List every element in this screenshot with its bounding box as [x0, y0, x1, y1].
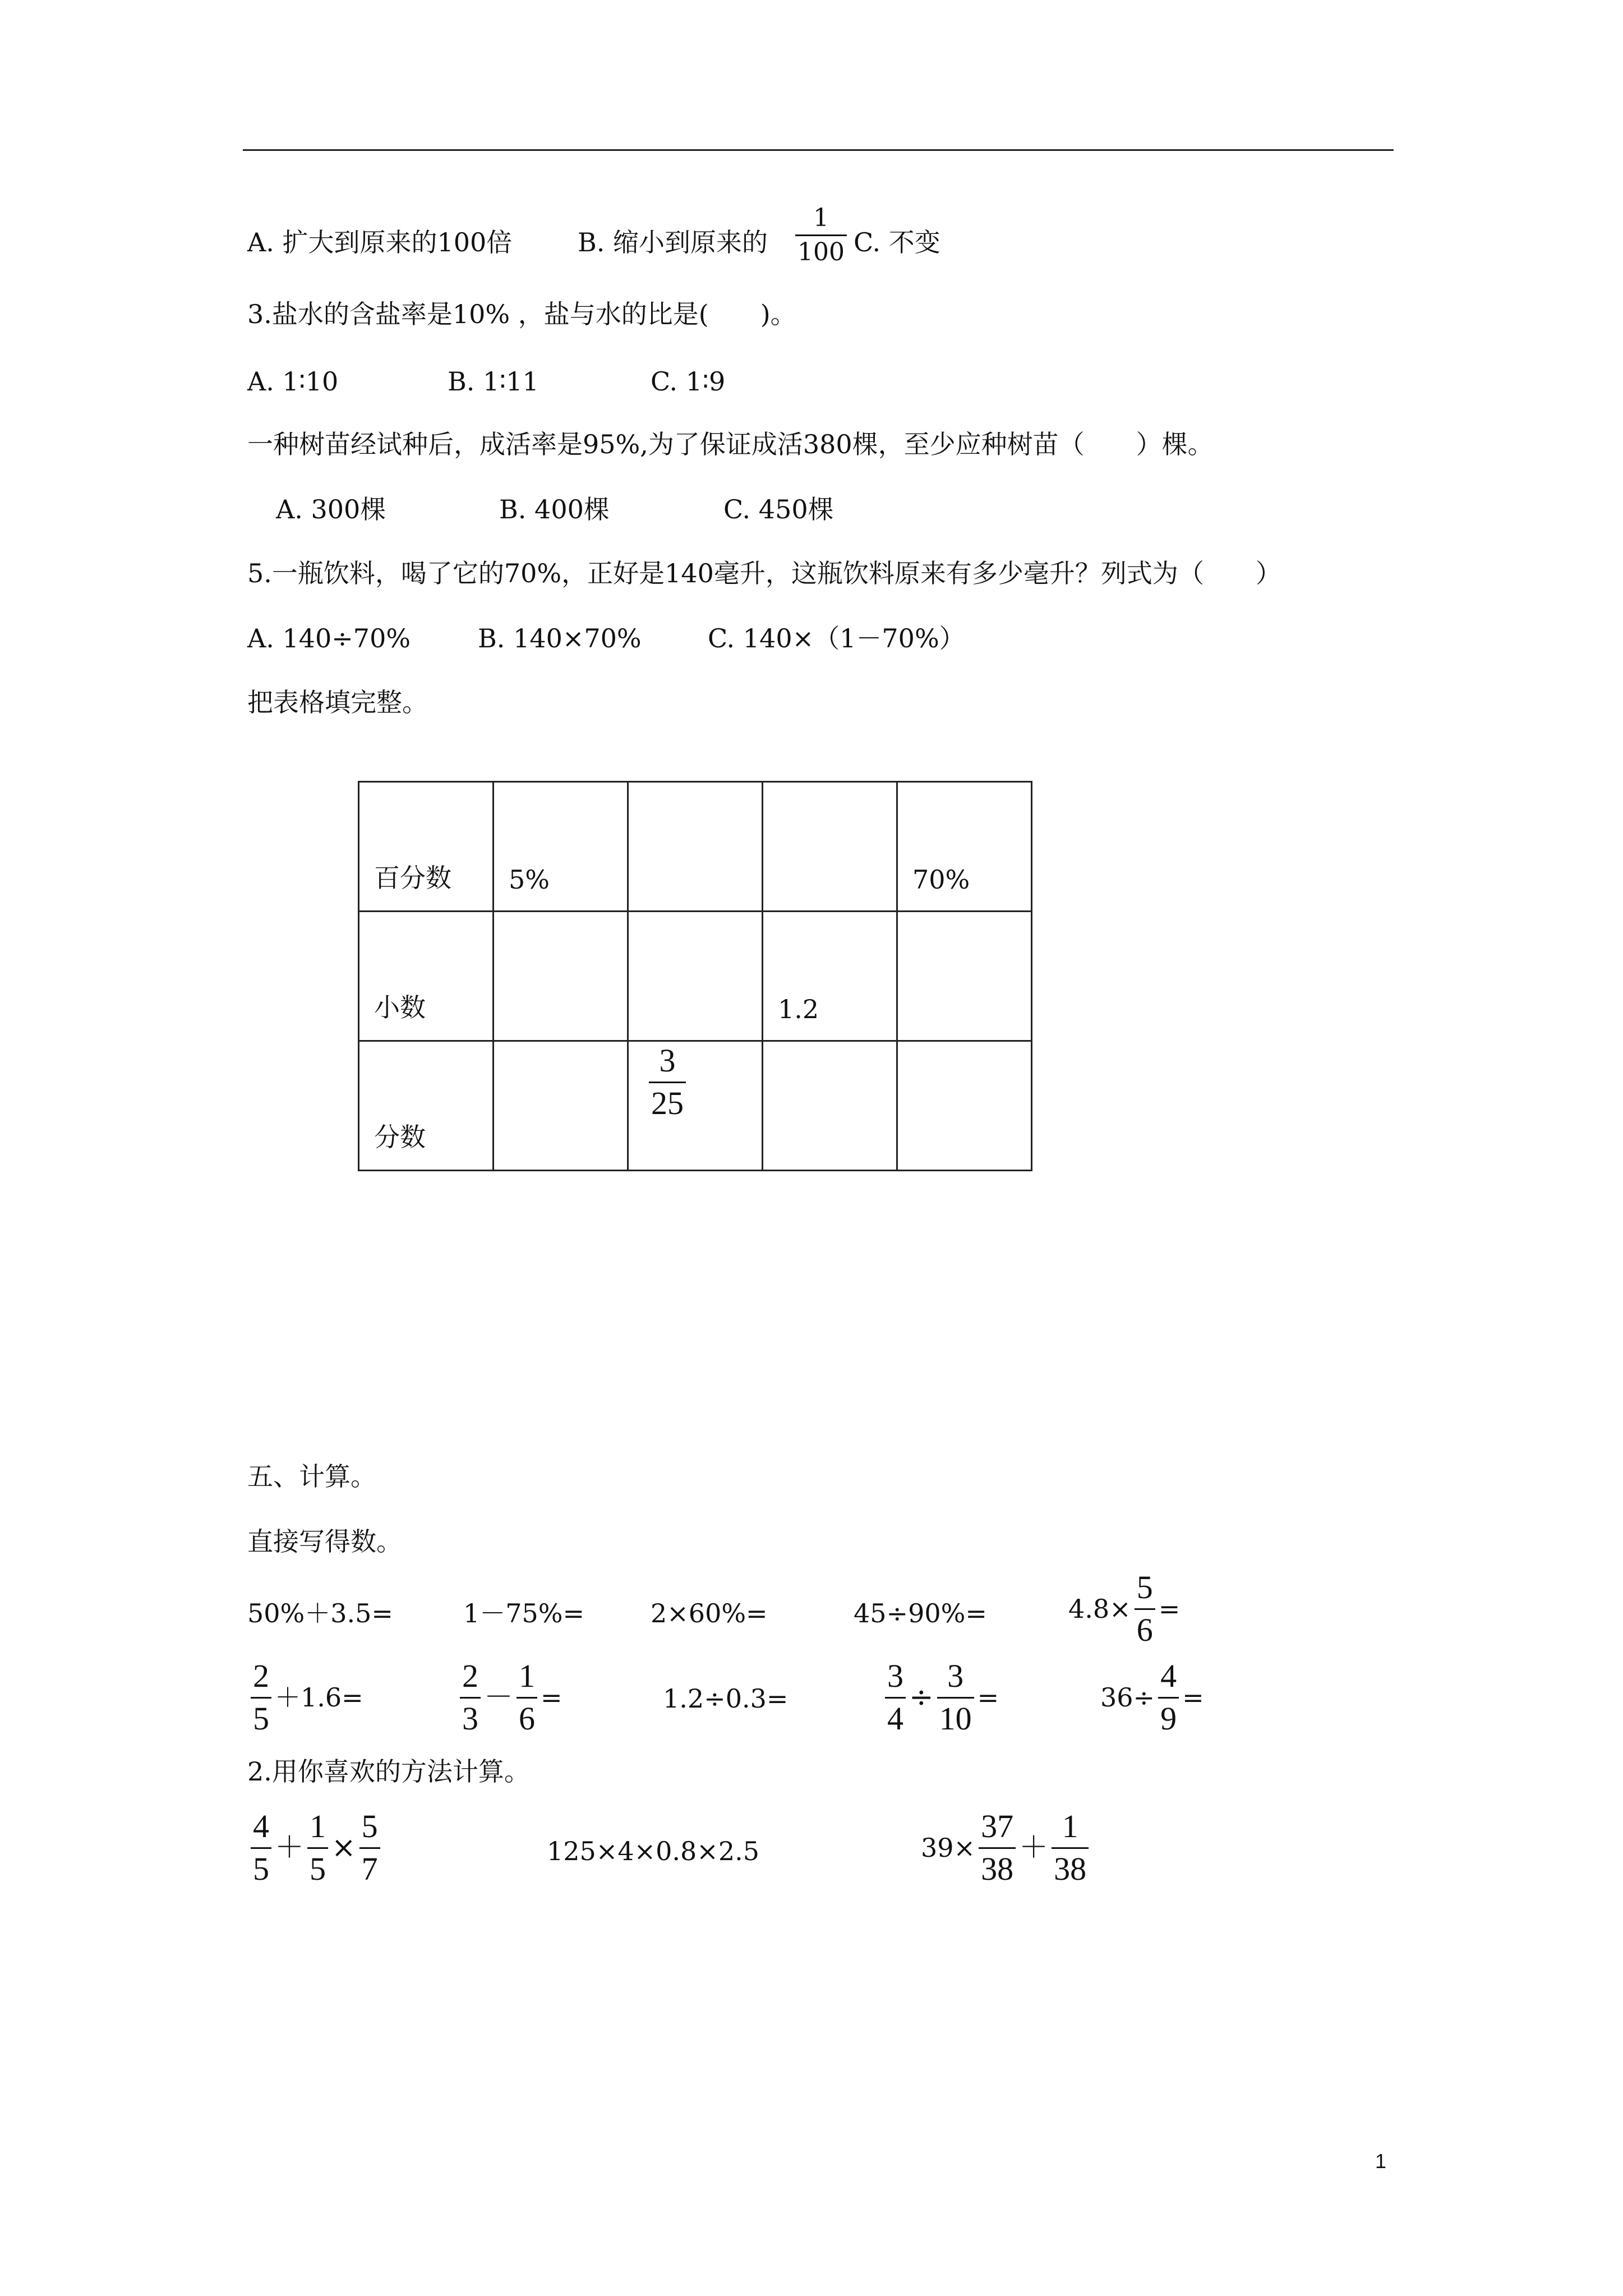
q4-option-a: A. 300棵: [276, 494, 386, 524]
calc-r1-e2: 1－75%=: [463, 1598, 585, 1628]
table-row-fraction: [359, 1041, 1032, 1171]
calc-r3-e3: [921, 1810, 1092, 1887]
q3-text: 3.盐水的含盐率是10% ，盐与水的比是( )。: [247, 299, 796, 329]
fraction: [885, 1659, 906, 1736]
conversion-table: [358, 781, 1032, 1171]
fraction-numerator: 2: [462, 1658, 478, 1694]
fraction-denominator: 6: [1136, 1611, 1153, 1648]
calc-r3-e1: [247, 1810, 384, 1887]
fraction: [1135, 1571, 1155, 1648]
table-cell: [897, 782, 1032, 912]
calc-r1-e5: [1068, 1571, 1180, 1648]
q2-option-a: A. 扩大到原来的100倍: [247, 227, 513, 257]
section-title: 五、计算。: [247, 1461, 376, 1492]
table-instruction: 把表格填完整。: [247, 687, 428, 717]
fraction-denominator: 9: [1160, 1700, 1177, 1737]
fraction-denominator: 5: [310, 1850, 326, 1887]
fraction-numerator: 1: [519, 1658, 536, 1694]
table-cell: [763, 912, 897, 1041]
operator: ×: [331, 1831, 356, 1865]
table-row-decimal: [359, 912, 1032, 1041]
table-cell-label: [359, 1041, 494, 1171]
fraction-bar: [517, 1697, 537, 1699]
q2-option-b-fraction: [792, 205, 850, 265]
table-cell-blank: [628, 912, 763, 1041]
q4-option-c: C. 450棵: [723, 494, 834, 524]
fraction-denominator: 38: [981, 1850, 1014, 1887]
table-cell-blank: [494, 912, 628, 1041]
q3-option-c: C. 1∶9: [651, 366, 726, 397]
fraction-bar: [1052, 1847, 1089, 1849]
expression-part: ＋1.6=: [275, 1682, 363, 1713]
fraction: [979, 1810, 1016, 1887]
expression-part: 36÷: [1100, 1682, 1155, 1713]
fraction-numerator: 3: [887, 1658, 903, 1694]
q5-option-b: B. 140×70%: [478, 623, 642, 654]
fraction-numerator: 3: [947, 1658, 964, 1694]
fraction-bar: [1158, 1697, 1179, 1699]
fraction-denominator: 5: [253, 1850, 269, 1887]
fraction-numerator: 3: [659, 1042, 676, 1079]
cell-fraction: [649, 1044, 686, 1121]
fraction-numerator: 1: [1062, 1808, 1078, 1844]
page-number: 1: [1375, 2150, 1387, 2173]
row-label-fraction: 分数: [374, 1122, 426, 1152]
table-cell-blank: [628, 782, 763, 912]
fraction-numerator: 5: [361, 1808, 378, 1844]
calc-r1-e3: 2×60%=: [651, 1598, 768, 1628]
q4-option-b: B. 400棵: [499, 494, 610, 524]
fraction: [517, 1659, 537, 1736]
fraction: [307, 1810, 328, 1887]
fraction-denominator: 38: [1054, 1850, 1087, 1887]
fraction-denominator: 3: [462, 1700, 478, 1737]
cell-value: 70%: [912, 864, 970, 895]
fraction-bar: [885, 1697, 906, 1699]
q2-option-b: B. 缩小到原来的: [578, 227, 768, 257]
fraction-denominator: 10: [939, 1700, 972, 1737]
q4-text: 一种树苗经试种后，成活率是95%,为了保证成活380棵，至少应种树苗（ ）棵。: [247, 429, 1214, 459]
table-cell: [494, 782, 628, 912]
expression-part: 39×: [921, 1833, 976, 1864]
cell-value: 1.2: [778, 994, 819, 1024]
fraction-numerator: 37: [981, 1808, 1014, 1844]
fraction-bar: [251, 1697, 271, 1699]
table-cell-label: [359, 912, 494, 1041]
operator: ÷: [909, 1681, 934, 1715]
fraction-denominator: 6: [519, 1700, 536, 1737]
calc-r1-e1: 50%＋3.5=: [247, 1598, 393, 1628]
calc-r1-e4: 45÷90%=: [854, 1598, 987, 1628]
fraction: [251, 1810, 271, 1887]
row-label-decimal: 小数: [374, 992, 426, 1023]
q5-option-c: C. 140×（1－70%）: [708, 623, 965, 654]
fraction-bar: [460, 1697, 481, 1699]
fraction-numerator: 4: [1160, 1658, 1177, 1694]
cell-value: 5%: [509, 864, 550, 895]
fraction-bar: [649, 1082, 686, 1083]
table-cell-blank: [897, 912, 1032, 1041]
calc-r2-e4: [882, 1659, 999, 1736]
table-row-percent: [359, 782, 1032, 912]
fraction-bar: [795, 234, 847, 236]
fraction-bar: [251, 1847, 271, 1849]
fraction-numerator: 1: [813, 204, 829, 232]
fraction-numerator: 2: [253, 1658, 269, 1694]
fraction-denominator: 100: [797, 238, 845, 267]
fraction-bar: [937, 1697, 974, 1699]
fraction: [1158, 1659, 1179, 1736]
q5-option-a: A. 140÷70%: [247, 623, 411, 654]
fraction: [1052, 1810, 1089, 1887]
fraction: [937, 1659, 974, 1736]
calc-r2-e2: [457, 1659, 562, 1736]
header-rule: [243, 149, 1394, 151]
subsection-favorite-method: 2.用你喜欢的方法计算。: [247, 1756, 530, 1787]
fraction-numerator: 1: [310, 1808, 326, 1844]
table-cell-blank: [897, 1041, 1032, 1171]
calc-r2-e5: [1100, 1659, 1204, 1736]
expression-part: =: [1158, 1594, 1181, 1625]
calc-r2-e1: [247, 1659, 363, 1736]
fraction-denominator: 25: [651, 1084, 684, 1121]
expression-part: =: [977, 1682, 999, 1713]
q3-option-b: B. 1∶11: [448, 366, 539, 397]
table-cell-blank: [494, 1041, 628, 1171]
q2-option-c: C. 不变: [854, 227, 940, 257]
operator: －: [484, 1681, 514, 1715]
table-cell-blank: [763, 1041, 897, 1171]
table-cell: [628, 1041, 763, 1171]
row-label-percent: 百分数: [374, 863, 451, 893]
fraction: [359, 1810, 380, 1887]
operator: ＋: [275, 1831, 305, 1865]
fraction-bar: [1135, 1608, 1155, 1610]
q3-option-a: A. 1∶10: [247, 366, 339, 397]
fraction-numerator: 5: [1136, 1569, 1153, 1605]
fraction-denominator: 5: [253, 1700, 269, 1737]
expression-part: =: [1182, 1682, 1204, 1713]
calc-r3-e2: 125×4×0.8×2.5: [547, 1836, 760, 1866]
table-cell-label: [359, 782, 494, 912]
q5-text: 5.一瓶饮料，喝了它的70%，正好是140毫升，这瓶饮料原来有多少毫升？列式为（ ）: [247, 558, 1281, 588]
expression-part: 4.8×: [1068, 1594, 1131, 1625]
expression-part: =: [541, 1682, 562, 1713]
fraction-denominator: 4: [887, 1700, 903, 1737]
fraction-bar: [979, 1847, 1016, 1849]
operator: ＋: [1019, 1831, 1049, 1865]
fraction-numerator: 4: [253, 1808, 269, 1844]
subsection-direct-answers: 直接写得数。: [247, 1526, 402, 1557]
fraction-bar: [359, 1847, 380, 1849]
fraction-denominator: 7: [361, 1850, 378, 1887]
fraction: [251, 1659, 271, 1736]
fraction-bar: [307, 1847, 328, 1849]
calc-r2-e3: 1.2÷0.3=: [663, 1683, 789, 1714]
fraction: [460, 1659, 481, 1736]
table-cell-blank: [763, 782, 897, 912]
